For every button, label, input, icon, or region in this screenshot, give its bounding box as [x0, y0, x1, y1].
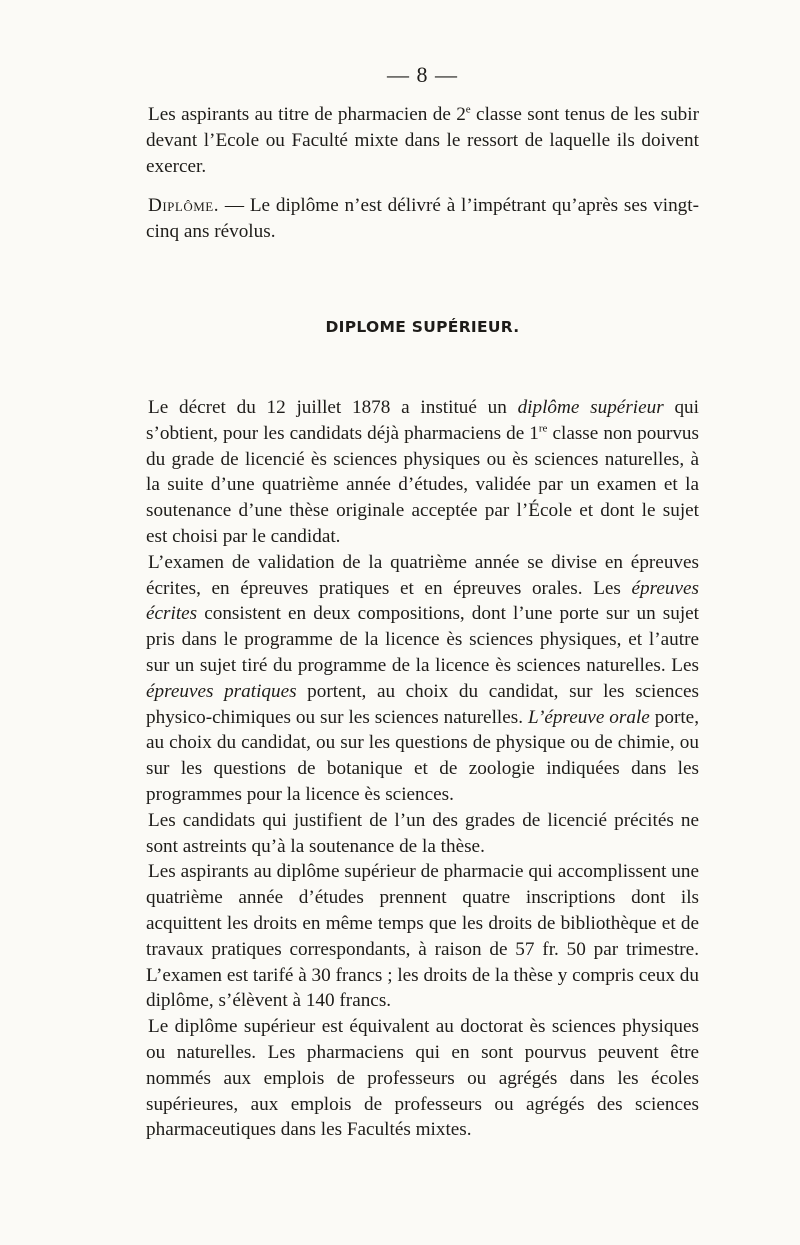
decree-text-c: classe non pourvus du grade de licencié ès sciences physiques ou ès sciences naturelles, à la suite d’une quatrième année d’études, validée par un examen et la soutenance d’une thèse originale acceptée par l’École et dont le sujet est choisi par le candidat. [146, 422, 699, 547]
decree-text-b: qui s’obtient, pour les candidats déjà pharmaciens de 1 [146, 396, 699, 444]
diplome-paragraph [146, 193, 699, 245]
decree-superscript: re [538, 422, 548, 435]
page-number: — 8 — [387, 62, 458, 87]
exam-text-d: porte, au choix du candidat, ou sur les questions de physique ou de chimie, ou sur les questions de botanique et de zoologie indiquées dans les programmes pour la licence ès sciences. [146, 706, 699, 805]
exam-emphasis-written: épreuves écrites [146, 577, 699, 625]
decree-paragraph [146, 395, 699, 550]
section-title: DIPLOME SUPÉRIEUR. [325, 317, 520, 336]
decree-emphasis: diplôme supérieur [517, 396, 664, 418]
intro-superscript: e [465, 103, 471, 116]
exam-emphasis-practical: épreuves pratiques [146, 680, 297, 702]
examination-paragraph [146, 550, 699, 808]
intro-text-a: Les aspirants au titre de pharmacien de 2 [148, 104, 466, 125]
licencie-paragraph: Les candidats qui justifient de l’un des grades de licencié précités ne sont astreints qu’à la soutenance de la thèse. [146, 809, 699, 857]
exam-text-b: consistent en deux compositions, dont l’une porte sur un sujet pris dans le programme de la licence ès sciences physiques, et l’autre sur un sujet tiré du programme de la licence ès sciences naturelles. Les [146, 603, 699, 676]
document-page [146, 60, 699, 1143]
intro-text-b: classe sont tenus de les subir devant l’Ecole ou Faculté mixte dans le ressort de laquelle ils doivent exercer. [146, 104, 699, 177]
fees-paragraph: Les aspirants au diplôme supérieur de pharmacie qui accomplissent une quatrième année d’études prennent quatre inscriptions dont ils acquittent les droits en même temps que les droits de bibliothèque et de travaux pratiques correspondants, à raison de 57 fr. 50 par trimestre. L’examen est tarifé à 30 francs ; les droits de la thèse y compris ceux du diplôme, s’élèvent à 140 francs. [146, 861, 699, 1012]
diplome-text: — Le diplôme n’est délivré à l’impétrant qu’après ses vingt-cinq ans révolus. [146, 195, 699, 243]
decree-text-a: Le décret du 12 juillet 1878 a institué un [148, 396, 518, 418]
diplome-label: Diplôme. [148, 195, 220, 217]
exam-emphasis-oral: L’épreuve orale [527, 706, 650, 728]
intro-paragraph [146, 102, 699, 179]
exam-text-c: portent, au choix du candidat, sur les sciences physico-chimiques ou sur les sciences naturelles. [146, 680, 699, 728]
equivalence-paragraph: Le diplôme supérieur est équivalent au doctorat ès sciences physiques ou naturelles. Les pharmaciens qui en sont pourvus peuvent être nommés aux emplois de professeurs ou agrégés dans les écoles supérieures, aux emplois de professeurs ou agrégés des sciences pharmaceutiques dans les Facultés mixtes. [146, 1016, 699, 1141]
exam-text-a: L’examen de validation de la quatrième année se divise en épreuves écrites, en épreuves pratiques et en épreuves orales. Les [146, 551, 699, 599]
